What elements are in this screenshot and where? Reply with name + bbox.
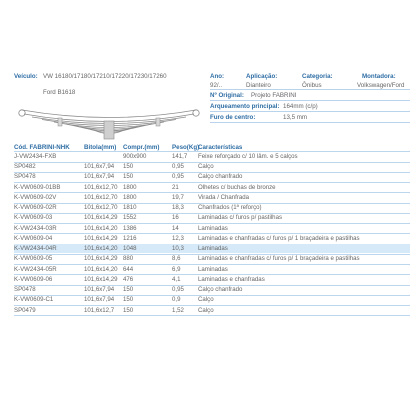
table-row[interactable] — [14, 193, 410, 202]
cell-codigo: K-VW0609-04 — [14, 234, 53, 242]
original-value: Projeto FABRINI — [251, 92, 297, 99]
col-caracteristicas: Características — [198, 144, 243, 151]
cell-codigo: K-VW0609-02R — [14, 204, 57, 212]
ano-label: Ano: — [210, 73, 225, 80]
cell-caracteristicas: Calço — [198, 306, 214, 314]
cell-bitola: 101,6x7,94 — [84, 296, 115, 304]
cell-peso: 0,95 — [172, 173, 184, 181]
cell-codigo: K-VW0609-C1 — [14, 296, 54, 304]
cell-comprimento: 1800 — [123, 183, 137, 191]
cell-caracteristicas: Laminadas c/ furos p/ pastilhas — [198, 214, 283, 222]
cell-caracteristicas: Laminadas — [198, 224, 228, 232]
cell-comprimento: 1552 — [123, 214, 137, 222]
cell-comprimento: 1216 — [123, 234, 137, 242]
cell-bitola: 101,6x14,20 — [84, 224, 118, 232]
cell-bitola: 101,6x14,20 — [84, 245, 118, 253]
cell-peso: 16 — [172, 214, 179, 222]
cell-bitola: 101,6x14,29 — [84, 234, 118, 242]
table-row[interactable] — [14, 234, 410, 243]
cell-codigo: K-VW2434-04R — [14, 245, 57, 253]
table-row[interactable] — [14, 152, 410, 161]
cell-codigo: SP0478 — [14, 286, 36, 294]
table-row[interactable] — [14, 162, 410, 171]
cell-codigo: SP0478 — [14, 173, 36, 181]
cell-caracteristicas: Feixe reforçado c/ 10 lâm. e 5 calços — [198, 152, 298, 160]
furo-value: 13,5 mm — [283, 114, 308, 121]
table-row[interactable] — [14, 203, 410, 212]
aplicacao-value: Dianteiro — [246, 82, 271, 89]
table-row[interactable] — [14, 306, 410, 315]
cell-codigo: K-VW2434-03R — [14, 224, 57, 232]
cell-bitola: 101,6x14,20 — [84, 265, 118, 273]
col-codigo: Cód. FABRINI-NHK — [14, 144, 70, 151]
cell-comprimento: 150 — [123, 286, 134, 294]
cell-comprimento: 150 — [123, 163, 134, 171]
cell-peso: 12,3 — [172, 234, 184, 242]
cell-comprimento: 1386 — [123, 224, 137, 232]
cell-bitola: 101,6x7,94 — [84, 173, 115, 181]
cell-peso: 1,52 — [172, 306, 184, 314]
categoria-label: Categoria: — [302, 73, 333, 80]
cell-codigo: SP0482 — [14, 163, 36, 171]
cell-codigo: J-VW2434-FXB — [14, 152, 57, 160]
cell-comprimento: 880 — [123, 255, 134, 263]
montadora-value: Volkswagen/Ford — [357, 82, 405, 89]
cell-codigo: K-VW0609-01BB — [14, 183, 61, 191]
table-row[interactable] — [14, 296, 410, 305]
spring-clip — [156, 118, 160, 126]
cell-peso: 0,9 — [172, 296, 181, 304]
cell-peso: 18,3 — [172, 204, 184, 212]
table-row[interactable] — [14, 285, 410, 294]
arqueamento-label: Arqueamento principal: — [210, 103, 280, 110]
furo-label: Furo de centro: — [210, 114, 256, 121]
cell-caracteristicas: Virada / Chanfrada — [198, 193, 250, 201]
cell-comprimento: 150 — [123, 306, 134, 314]
cell-peso: 141,7 — [172, 152, 188, 160]
col-bitola: Bitola(mm) — [84, 144, 117, 151]
table-row[interactable] — [14, 244, 410, 253]
cell-codigo: K-VW2434-05R — [14, 265, 57, 273]
cell-bitola: 101,6x12,7 — [84, 306, 115, 314]
cell-bitola: 101,6x14,29 — [84, 255, 118, 263]
leaf-spring-drawing — [14, 93, 204, 143]
cell-comprimento: 150 — [123, 173, 134, 181]
cell-comprimento: 644 — [123, 265, 134, 273]
cell-caracteristicas: Calço chanfrado — [198, 173, 243, 181]
cell-caracteristicas: Calço chanfrado — [198, 286, 243, 294]
veiculo-value-ford: Ford B1618 — [43, 89, 76, 96]
cell-peso: 8,6 — [172, 255, 181, 263]
cell-comprimento: 900x900 — [123, 152, 147, 160]
table-row[interactable] — [14, 214, 410, 223]
header-divider — [210, 100, 410, 101]
categoria-value: Ônibus — [302, 82, 322, 89]
table-row[interactable] — [14, 265, 410, 274]
table-row[interactable] — [14, 183, 410, 192]
cell-caracteristicas: Laminadas e chanfradas — [198, 275, 265, 283]
cell-comprimento: 476 — [123, 275, 134, 283]
cell-codigo: SP0479 — [14, 306, 36, 314]
aplicacao-label: Aplicação: — [246, 73, 278, 80]
cell-peso: 0,95 — [172, 163, 184, 171]
cell-caracteristicas: Laminadas — [198, 265, 228, 273]
cell-bitola: 101,6x12,70 — [84, 193, 118, 201]
table-row[interactable] — [14, 173, 410, 182]
header-divider — [210, 122, 410, 123]
header-divider — [210, 111, 410, 112]
cell-comprimento: 1048 — [123, 245, 137, 253]
cell-codigo: K-VW0609-02V — [14, 193, 57, 201]
cell-comprimento: 1810 — [123, 204, 137, 212]
spring-center-clamp — [104, 121, 114, 139]
cell-caracteristicas: Calço — [198, 296, 214, 304]
montadora-label: Montadora: — [362, 73, 396, 80]
cell-bitola: 101,6x7,94 — [84, 163, 115, 171]
cell-caracteristicas: Laminadas e chanfradas c/ furos p/ 1 braçadeira e pastilhas — [198, 234, 360, 242]
spring-leaf — [22, 110, 196, 118]
cell-codigo: K-VW0609-03 — [14, 214, 53, 222]
spring-clip — [58, 118, 62, 126]
cell-caracteristicas: Laminadas — [198, 245, 228, 253]
cell-bitola: 101,6x12,70 — [84, 204, 118, 212]
cell-peso: 10,3 — [172, 245, 184, 253]
cell-caracteristicas: Chanfrados (1ª reforço) — [198, 204, 262, 212]
cell-comprimento: 1800 — [123, 193, 137, 201]
table-row[interactable] — [14, 224, 410, 233]
cell-bitola: 101,6x14,29 — [84, 275, 118, 283]
header-divider — [210, 89, 410, 90]
cell-bitola: 101,6x14,29 — [84, 214, 118, 222]
table-row[interactable] — [14, 275, 410, 284]
cell-peso: 14 — [172, 224, 179, 232]
cell-caracteristicas: Olhetes c/ buchas de bronze — [198, 183, 276, 191]
cell-bitola: 101,6x12,70 — [84, 183, 118, 191]
cell-peso: 6,9 — [172, 265, 181, 273]
cell-peso: 4,1 — [172, 275, 181, 283]
cell-codigo: K-VW0609-06 — [14, 275, 53, 283]
cell-codigo: K-VW0609-05 — [14, 255, 53, 263]
cell-peso: 21 — [172, 183, 179, 191]
original-label: Nº Original: — [210, 92, 244, 99]
cell-peso: 19,7 — [172, 193, 184, 201]
cell-bitola: 101,6x7,94 — [84, 286, 115, 294]
col-comprimento: Compr.(mm) — [123, 144, 160, 151]
cell-peso: 0,95 — [172, 286, 184, 294]
cell-caracteristicas: Calço — [198, 163, 214, 171]
col-peso: Peso(Kg) — [172, 144, 200, 151]
cell-caracteristicas: Laminadas e chanfradas c/ furos p/ 1 braçadeira e pastilhas — [198, 255, 360, 263]
table-row-divider — [14, 315, 410, 316]
arqueamento-value: 164mm (c/p) — [283, 103, 318, 110]
cell-comprimento: 150 — [123, 296, 134, 304]
ano-value: 92/.. — [210, 82, 223, 89]
veiculo-value: VW 16180/17180/17210/17220/17230/17260 — [43, 73, 167, 80]
veiculo-label: Veículo: — [14, 73, 38, 80]
table-row[interactable] — [14, 255, 410, 264]
